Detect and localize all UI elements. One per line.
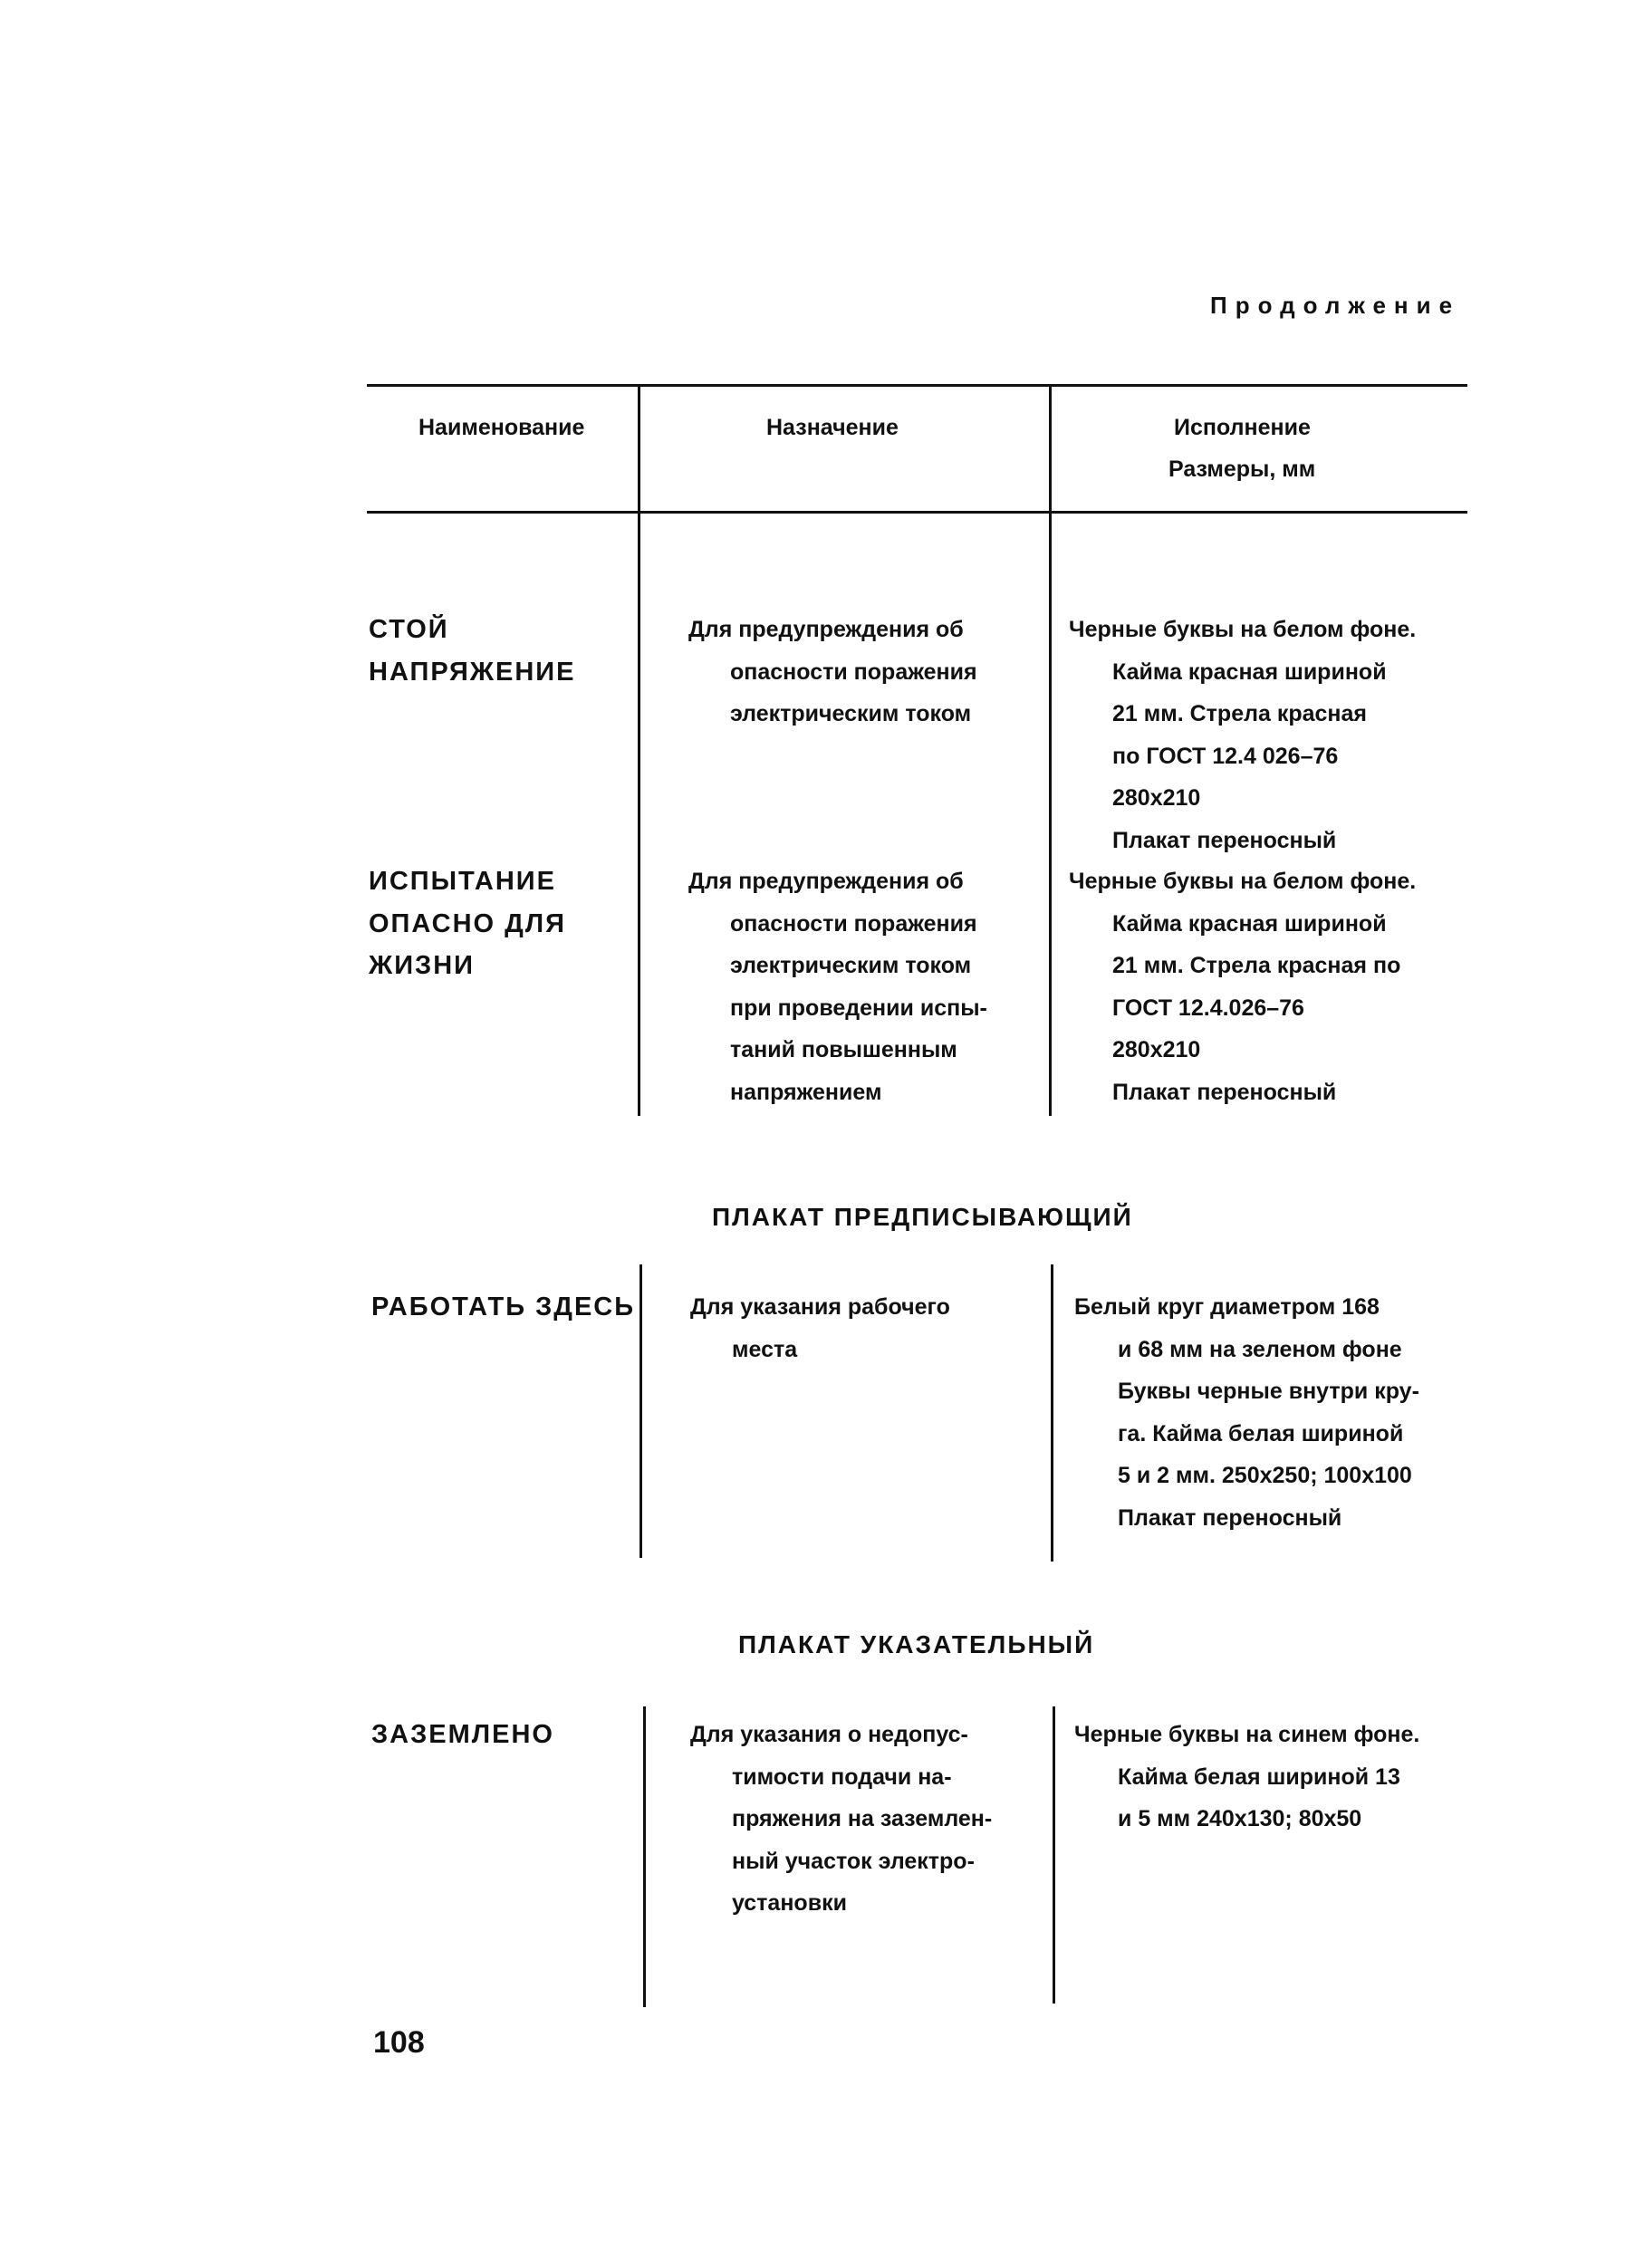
row-4-purpose-line-5: установки [732,1890,847,1916]
row-3-name-line-1: РАБОТАТЬ ЗДЕСЬ [371,1293,636,1321]
row-3-execution-line-3: Буквы черные внутри кру- [1118,1379,1419,1404]
row-3-purpose-line-2: места [732,1336,798,1362]
row-4-execution-line-2: Кайма белая шириной 13 [1118,1763,1400,1790]
header-name: Наименование [418,415,585,440]
row-2-purpose-line-1: Для предупреждения об [688,869,964,894]
row-2-purpose-line-2: опасности поражения [730,910,977,937]
prescriptive-divider-1 [639,1264,642,1558]
row-1-name-line-2: НАПРЯЖЕНИЕ [369,657,576,687]
row-2-execution-line-3: 21 мм. Стрела красная по [1112,953,1401,978]
row-1-purpose-line-1: Для предупреждения об [688,617,964,642]
row-4-purpose [690,1714,992,1925]
row-1-execution-line-2: Кайма красная шириной [1112,658,1387,685]
row-3-execution [1074,1286,1491,1539]
row-3-execution-line-2: и 68 мм на зеленом фоне [1118,1336,1402,1362]
row-1-execution-line-6: Плакат переносный [1112,827,1337,853]
row-2-purpose-line-3: электрическим током [730,953,972,978]
table-top-rule [367,384,1467,387]
table-header-rule [367,511,1467,514]
header-sizes: Размеры, мм [1168,456,1316,482]
row-2-name-line-1: ИСПЫТАНИЕ [369,867,556,896]
row-1-name [369,609,576,693]
row-1-purpose [688,609,977,735]
row-4-purpose-line-1: Для указания о недопус- [690,1722,968,1747]
row-1-execution-line-3: 21 мм. Стрела красная [1112,701,1368,726]
column-divider-1 [638,384,640,1116]
row-3-execution-line-1: Белый круг диаметром 168 [1074,1294,1380,1320]
row-4-execution [1074,1714,1491,1840]
row-4-execution-line-1: Черные буквы на синем фоне. [1074,1722,1420,1747]
column-divider-2 [1049,384,1052,1116]
row-4-purpose-line-3: пряжения на заземлен- [732,1806,993,1831]
row-3-execution-line-5: 5 и 2 мм. 250х250; 100х100 [1118,1463,1412,1488]
row-2-name [369,860,566,987]
row-3-purpose [690,1286,950,1370]
prescriptive-divider-2 [1051,1264,1053,1562]
row-4-purpose-line-4: ный участок электро- [732,1848,975,1874]
row-2-purpose [688,860,987,1113]
row-4-name [371,1714,554,1756]
row-1-execution-line-4: по ГОСТ 12.4 026–76 [1112,743,1339,769]
row-1-purpose-line-3: электрическим током [730,701,972,726]
row-2-execution-line-5: 280х210 [1112,1037,1201,1062]
row-2-name-line-3: ЖИЗНИ [369,951,476,980]
row-1-purpose-line-2: опасности поражения [730,658,977,685]
row-2-execution-line-2: Кайма красная шириной [1112,910,1387,937]
indicative-divider-1 [643,1706,646,2007]
row-1-execution-line-5: 280х210 [1112,785,1201,811]
row-2-purpose-line-5: таний повышенным [730,1037,957,1062]
header-execution: Исполнение [1174,415,1311,440]
row-1-execution [1069,609,1486,861]
row-1-execution-line-1: Черные буквы на белом фоне. [1069,617,1417,642]
row-3-purpose-line-1: Для указания рабочего [690,1294,950,1320]
header-purpose: Назначение [766,415,899,440]
row-3-execution-line-4: га. Кайма белая шириной [1118,1420,1404,1446]
row-2-purpose-line-6: напряжением [730,1079,882,1105]
row-4-purpose-line-2: тимости подачи на- [732,1763,952,1790]
row-2-execution-line-6: Плакат переносный [1112,1079,1337,1105]
row-2-execution-line-1: Черные буквы на белом фоне. [1069,869,1417,894]
row-2-execution-line-4: ГОСТ 12.4.026–76 [1112,995,1304,1021]
row-3-execution-line-6: Плакат переносный [1118,1504,1342,1531]
indicative-divider-2 [1053,1706,1055,2004]
section-prescriptive-title: ПЛАКАТ ПРЕДПИСЫВАЮЩИЙ [712,1203,1133,1231]
continuation-label: Продолжение [1210,292,1461,319]
row-4-execution-line-3: и 5 мм 240х130; 80х50 [1118,1806,1362,1831]
row-3-name [371,1286,635,1329]
section-indicative-title: ПЛАКАТ УКАЗАТЕЛЬНЫЙ [738,1630,1095,1658]
page-number: 108 [373,2025,425,2060]
row-2-execution [1069,860,1486,1113]
row-2-name-line-2: ОПАСНО ДЛЯ [369,908,566,938]
row-4-name-line-1: ЗАЗЕМЛЕНО [371,1720,554,1749]
row-1-name-line-1: СТОЙ [369,615,449,644]
row-2-purpose-line-4: при проведении испы- [730,995,987,1021]
